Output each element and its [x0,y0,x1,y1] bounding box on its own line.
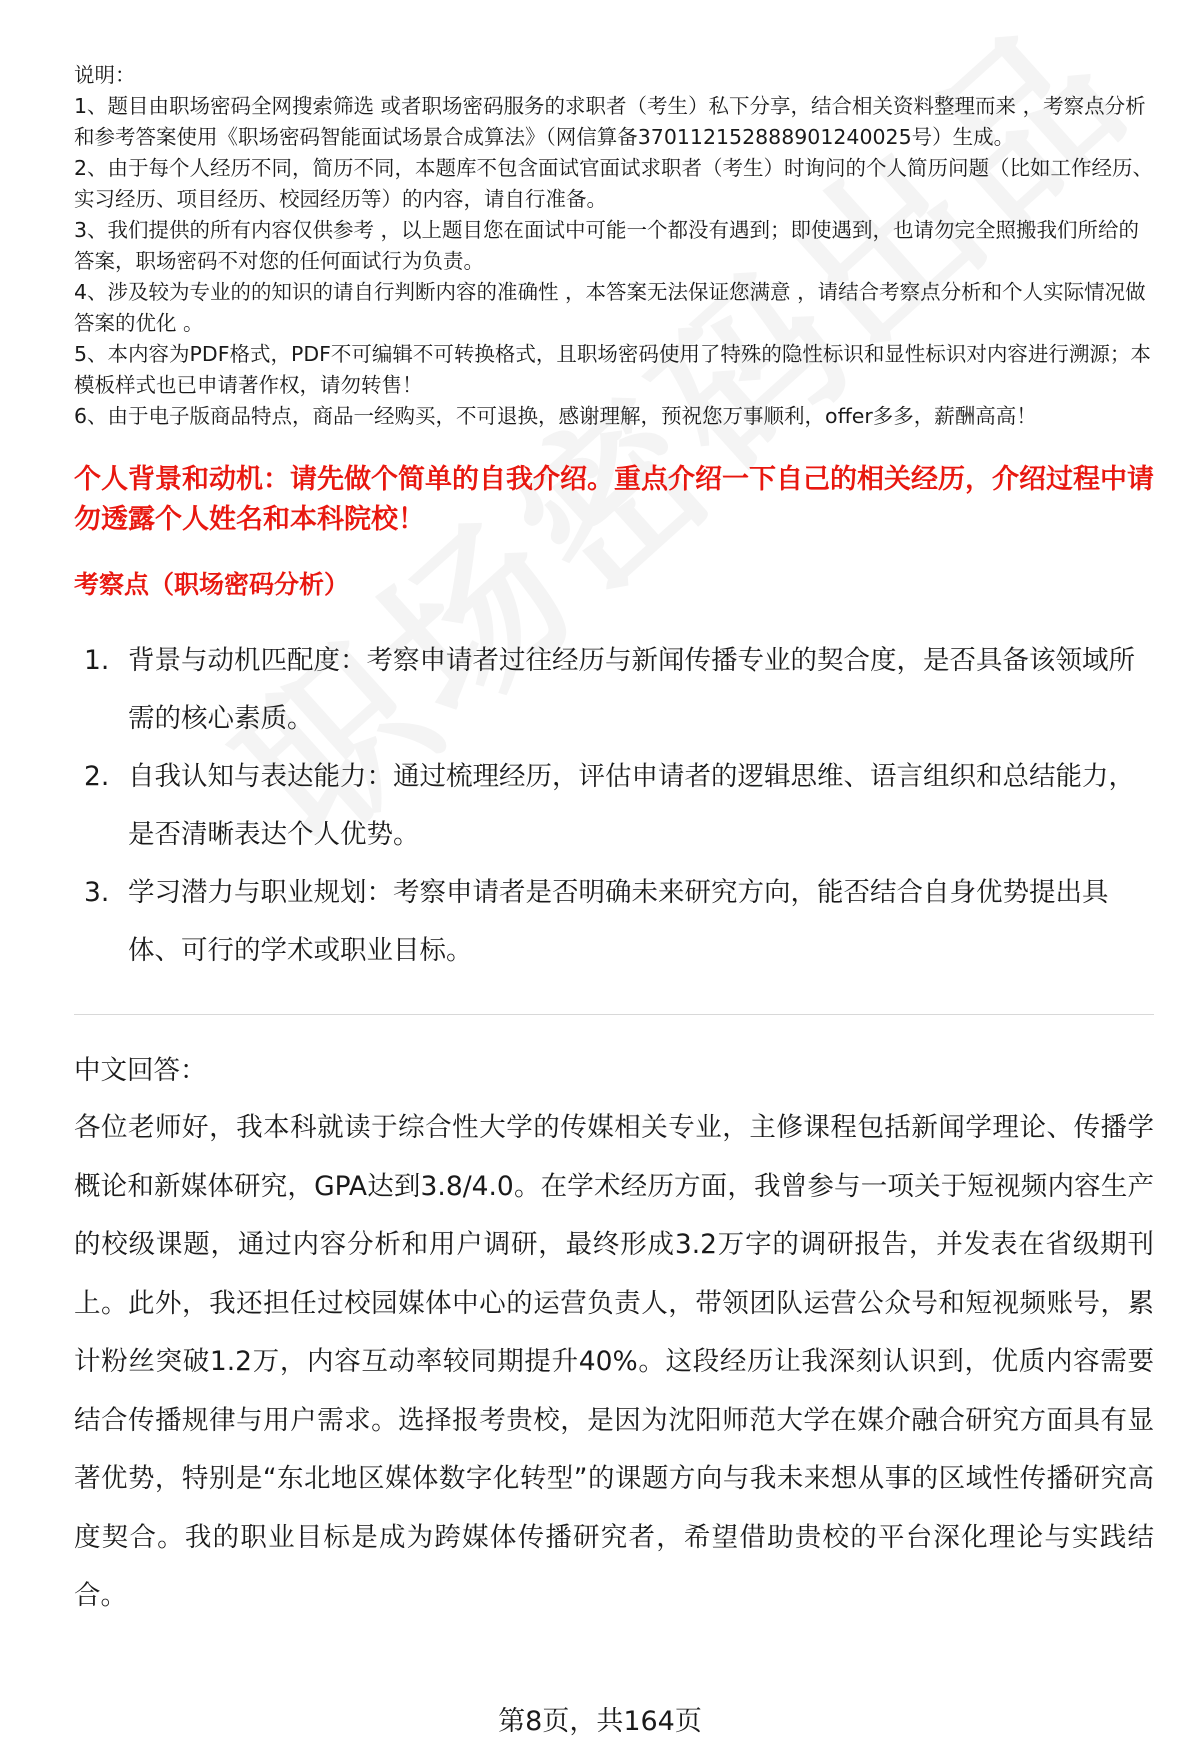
analysis-title: 考察点（职场密码分析） [74,570,350,599]
notes-block [74,60,1154,432]
analysis-point [74,748,1154,864]
notes-item: 6、由于电子版商品特点，商品一经购买，不可退换，感谢理解，预祝您万事顺利，offer多多，薪酬高高！ [74,404,1037,428]
analysis-point [74,864,1154,980]
page-content [74,60,1154,1626]
analysis-points [74,632,1154,980]
notes-item: 2、由于每个人经历不同，简历不同，本题库不包含面试官面试求职者（考生）时询问的个人简历问题（比如工作经历、实习经历、项目经历、校园经历等）的内容，请自行准备。 [74,156,1154,211]
point-number: 3. [84,877,110,908]
point-text: 学习潜力与职业规划：考察申请者是否明确未来研究方向，能否结合自身优势提出具体、可行的学术或职业目标。 [128,877,1109,966]
answer-body: 各位老师好，我本科就读于综合性大学的传媒相关专业，主修课程包括新闻学理论、传播学概论和新媒体研究，GPA达到3.8/4.0。在学术经历方面，我曾参与一项关于短视频内容生产的校级课题，通过内容分析和用户调研，最终形成3.2万字的调研报告，并发表在省级期刊上。此外，我还担任过校园媒体中心的运营负责人，带领团队运营公众号和短视频账号，累计粉丝突破1.2万，内容互动率较同期提升40%。这段经历让我深刻认识到，优质内容需要结合传播规律与用户需求。选择报考贵校，是因为沈阳师范大学在媒介融合研究方面具有显著优势，特别是“东北地区媒体数字化转型”的课题方向与我未来想从事的区域性传播研究高度契合。我的职业目标是成为跨媒体传播研究者，希望借助贵校的平台深化理论与实践结合。 [74,1112,1154,1611]
notes-item: 5、本内容为PDF格式，PDF不可编辑不可转换格式，且职场密码使用了特殊的隐性标识和显性标识对内容进行溯源；本模板样式也已申请著作权，请勿转售！ [74,342,1151,397]
analysis-point [74,632,1154,748]
point-text: 自我认知与表达能力：通过梳理经历，评估申请者的逻辑思维、语言组织和总结能力，是否清晰表达个人优势。 [128,761,1135,850]
interview-question: 个人背景和动机：请先做个简单的自我介绍。重点介绍一下自己的相关经历，介绍过程中请勿透露个人姓名和本科院校！ [74,464,1154,535]
section-divider [74,1014,1154,1015]
notes-item: 4、涉及较为专业的的知识的请自行判断内容的准确性 ，本答案无法保证您满意 ，请结合考察点分析和个人实际情况做答案的优化 。 [74,280,1146,335]
notes-item: 3、我们提供的所有内容仅供参考 ，以上题目您在面试中可能一个都没有遇到；即使遇到，也请勿完全照搬我们所给的答案，职场密码不对您的任何面试行为负责。 [74,218,1140,273]
answer-title: 中文回答： [74,1055,207,1086]
notes-heading: 说明： [74,63,136,87]
notes-item: 1、题目由职场密码全网搜索筛选 或者职场密码服务的求职者（考生）私下分享，结合相关资料整理而来 ，考察点分析和参考答案使用《职场密码智能面试场景合成算法》（网信算备370112152888901240025号）生成。 [74,94,1146,149]
page-number: 第8页，共164页 [498,1706,702,1737]
point-text: 背景与动机匹配度：考察申请者过往经历与新闻传播专业的契合度，是否具备该领域所需的核心素质。 [128,645,1135,734]
point-number: 2. [84,761,110,792]
point-number: 1. [84,645,110,676]
